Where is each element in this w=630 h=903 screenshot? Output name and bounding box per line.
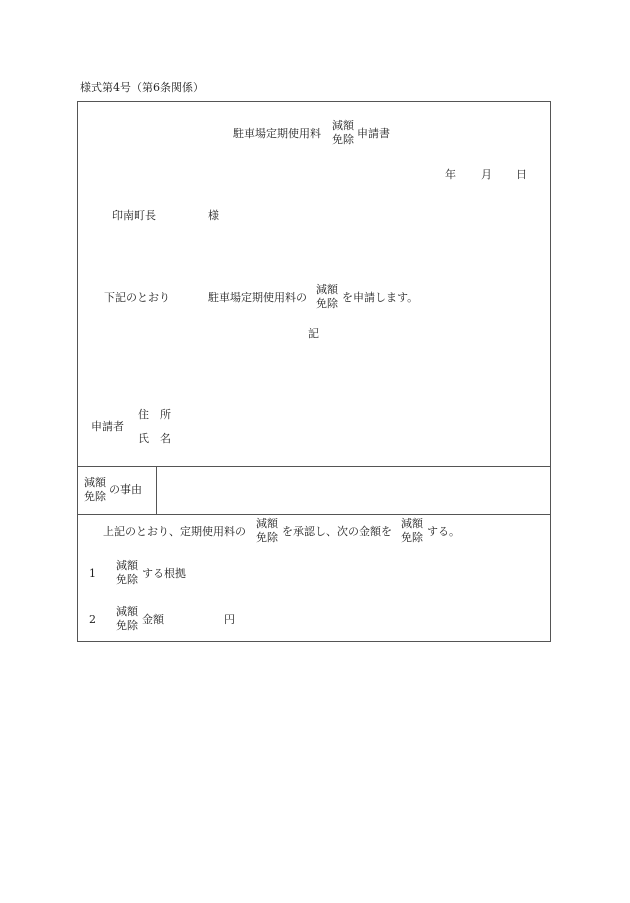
- date-day: 日: [516, 168, 527, 181]
- statement-suffix: を申請します。: [342, 291, 419, 304]
- reason-field[interactable]: [157, 467, 550, 513]
- form-number: 様式第4号（第6条関係）: [80, 81, 204, 94]
- item-1-text: する根拠: [142, 567, 186, 580]
- divider-reason-bottom: [77, 514, 551, 515]
- item-1-option-exemption: 免除: [116, 573, 138, 586]
- statement-lead: 下記のとおり: [104, 291, 170, 304]
- statement-option-exemption: 免除: [316, 297, 338, 310]
- addressee-honorific: 様: [208, 209, 219, 222]
- item-1-option-reduction: 減額: [116, 559, 138, 572]
- ki-marker: 記: [308, 327, 319, 340]
- item-1-options: [116, 559, 138, 587]
- form-frame: [77, 101, 551, 642]
- approval-option1-reduction: 減額: [256, 517, 278, 530]
- statement-options: [316, 283, 338, 311]
- title-suffix: 申請書: [357, 127, 390, 140]
- approval-suffix: する。: [427, 525, 460, 538]
- title-option-reduction: 減額: [332, 119, 354, 132]
- applicant-address-label: 住 所: [138, 408, 171, 421]
- date-month: 月: [481, 168, 492, 181]
- applicant-name-label: 氏 名: [138, 432, 171, 445]
- reason-option-exemption: 免除: [84, 490, 106, 503]
- item-2-option-reduction: 減額: [116, 605, 138, 618]
- item-2-text: 金額: [142, 613, 164, 626]
- item-2-options: [116, 605, 138, 633]
- item-2-number: 2: [89, 613, 96, 626]
- item-1-number: 1: [89, 567, 96, 580]
- item-2-option-exemption: 免除: [116, 619, 138, 632]
- approval-options-1: [256, 517, 278, 545]
- approval-middle: を承認し、次の金額を: [282, 525, 392, 538]
- title-prefix: 駐車場定期使用料: [233, 127, 321, 140]
- reason-option-reduction: 減額: [84, 476, 106, 489]
- approval-options-2: [401, 517, 423, 545]
- item-2-unit: 円: [224, 613, 235, 626]
- statement-option-reduction: 減額: [316, 283, 338, 296]
- reason-options: [84, 476, 106, 504]
- approval-prefix: 上記のとおり、定期使用料の: [103, 525, 246, 538]
- statement-prefix: 駐車場定期使用料の: [208, 291, 307, 304]
- approval-option2-exemption: 免除: [401, 531, 423, 544]
- approval-option2-reduction: 減額: [401, 517, 423, 530]
- title-options: [332, 119, 354, 147]
- title-option-exemption: 免除: [332, 133, 354, 146]
- approval-option1-exemption: 免除: [256, 531, 278, 544]
- date-year: 年: [445, 168, 456, 181]
- applicant-label: 申請者: [91, 420, 124, 433]
- addressee-name: 印南町長: [112, 209, 156, 222]
- reason-suffix: の事由: [109, 483, 142, 496]
